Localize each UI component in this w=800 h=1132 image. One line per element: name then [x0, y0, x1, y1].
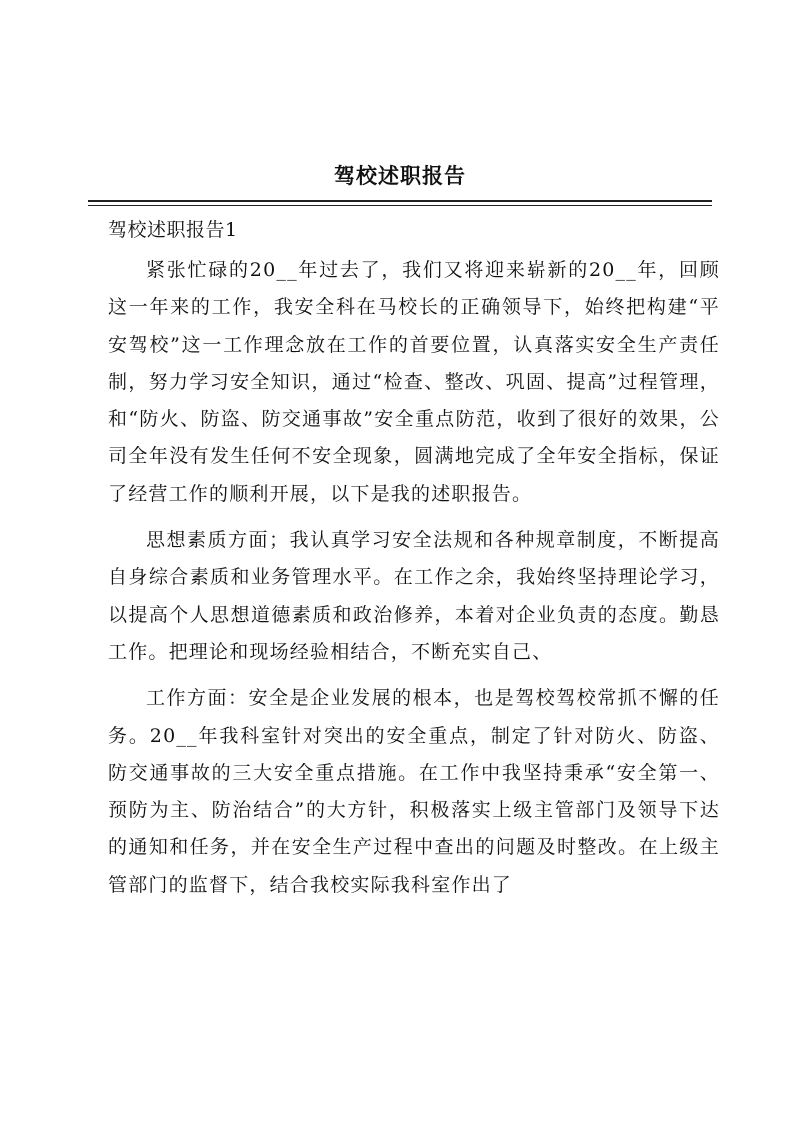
title-divider-thick [88, 200, 712, 202]
title-divider-thin [88, 205, 712, 206]
section-heading: 驾校述职报告1 [108, 219, 238, 241]
document-body [108, 212, 720, 904]
paragraph-intro: 紧张忙碌的20__年过去了，我们又将迎来崭新的20__年，回顾这一年来的工作，我安全科在马校长的正确领导下，始终把构建“平安驾校”这一工作理念放在工作的首要位置，认真落实安全生产责任制，努力学习安全知识，通过“检查、整改、巩固、提高”过程管理，和“防火、防盗、防交通事故”安全重点防范，收到了很好的效果，公司全年没有发生任何不安全现象，圆满地完成了全年安全指标，保证了经营工作的顺利开展，以下是我的述职报告。 [108, 259, 720, 505]
document-title: 驾校述职报告 [334, 163, 466, 188]
paragraph-ideology: 思想素质方面；我认真学习安全法规和各种规章制度，不断提高自身综合素质和业务管理水平。在工作之余，我始终坚持理论学习，以提高个人思想道德素质和政治修养，本着对企业负责的态度。勤恳工作。把理论和现场经验相结合，不断充实自己、 [108, 529, 720, 663]
paragraph-work: 工作方面：安全是企业发展的根本，也是驾校驾校常抓不懈的任务。20__年我科室针对突出的安全重点，制定了针对防火、防盗、防交通事故的三大安全重点措施。在工作中我坚持秉承“安全第一、预防为主、防治结合”的大方针，积极落实上级主管部门及领导下达的通知和任务，并在安全生产过程中查出的问题及时整改。在上级主管部门的监督下，结合我校实际我科室作出了 [108, 687, 720, 896]
